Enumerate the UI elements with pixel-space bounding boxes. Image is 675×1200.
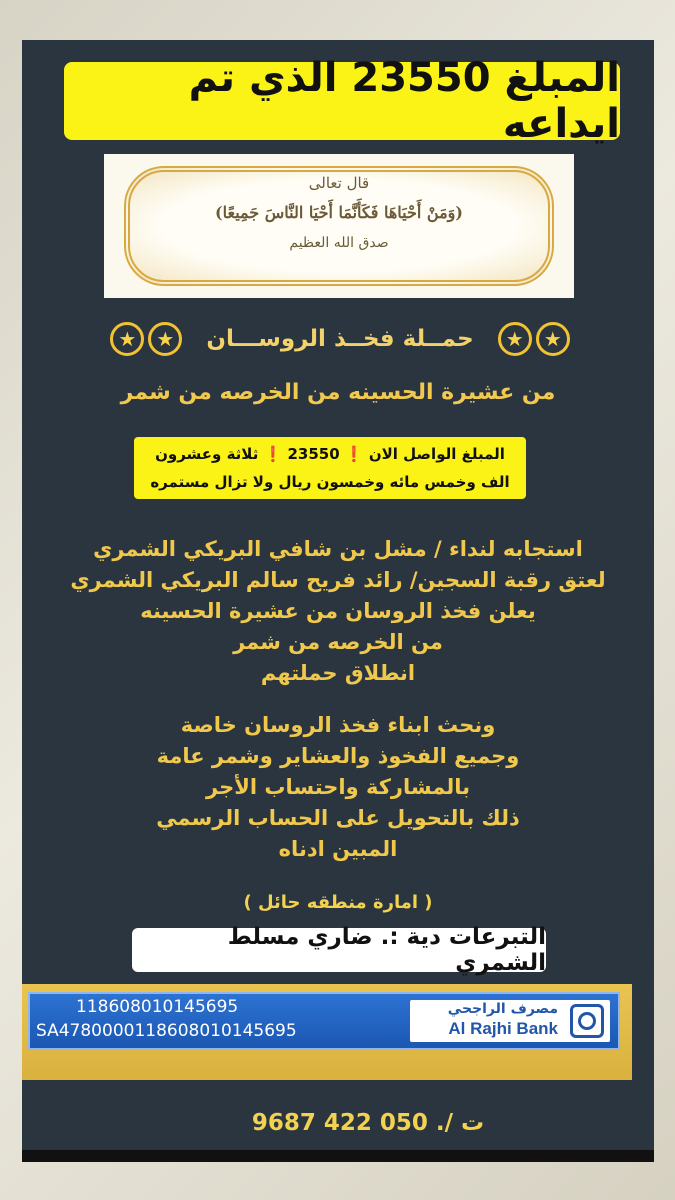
iban-number[interactable]: SA4780000118608010145695: [36, 1021, 297, 1041]
star-badges-right: [498, 322, 570, 356]
bank-strip: [22, 984, 632, 1080]
bank-name-arabic: مصرف الراجحي: [447, 1001, 558, 1017]
announcement-line: انطلاق حملتهم: [260, 661, 416, 685]
verse-closing: صدق الله العظيم: [289, 235, 389, 251]
amount-banner: [134, 437, 526, 499]
donor-banner: التبرعات دية :. ضاري مسلط الشمري: [132, 928, 546, 972]
al-rajhi-logo-icon: [570, 1004, 604, 1038]
bank-logo: [410, 1000, 610, 1042]
announcement-line: يعلن فخذ الروسان من عشيرة الحسينه: [140, 599, 536, 623]
appeal-line: المبين ادناه: [278, 837, 398, 861]
tribe-subtitle: من عشيرة الحسينه من الخرصه من شمر: [120, 380, 556, 405]
verse-intro: قال تعالى: [308, 174, 370, 192]
page-title: المبلغ 23550 الذي تم ايداعه: [64, 62, 620, 140]
verse-panel: [104, 154, 574, 298]
flyer-card: [22, 40, 654, 1162]
announcement-line: استجابه لنداء / مشل بن شافي البريكي الشمري: [93, 537, 583, 561]
emirate-label: ( امارة منطقه حائل ): [243, 892, 433, 913]
amount-label: المبلغ الواصل الان: [368, 445, 505, 463]
appeal-line: وجميع الفخوذ والعشاير وشمر عامة: [156, 744, 520, 768]
campaign-title: حمــلة فخــذ الروســـان: [206, 326, 474, 352]
bank-account-panel: [28, 992, 620, 1050]
star-icon: ★: [536, 322, 570, 356]
appeal-line: ونحث ابناء فخذ الروسان خاصة: [180, 713, 496, 737]
appeal-paragraph: [22, 710, 654, 865]
announcement-line: لعتق رقبة السجين/ رائد فريح سالم البريكي الشمري: [70, 568, 606, 592]
verse-text: [104, 168, 574, 258]
campaign-heading: [100, 314, 580, 364]
exclamation-icon: ❗: [263, 445, 283, 463]
star-icon: ★: [148, 322, 182, 356]
announcement-paragraph: [22, 534, 654, 689]
verse-quote: (وَمَنْ أَحْيَاهَا فَكَأَنَّمَا أَحْيَا النَّاسَ جَمِيعًا): [215, 203, 463, 222]
account-number[interactable]: 118608010145695: [76, 997, 239, 1017]
star-icon: ★: [110, 322, 144, 356]
amount-value: 23550: [287, 445, 340, 463]
amount-line-2: الف وخمس مائه وخمسون ريال ولا تزال مستمره: [150, 473, 510, 491]
announcement-line: من الخرصه من شمر: [233, 630, 443, 654]
appeal-line: بالمشاركة واحتساب الأجر: [206, 775, 470, 799]
contact-phone[interactable]: ت /. 050 422 9687: [251, 1110, 485, 1136]
star-badges-left: [110, 322, 182, 356]
star-icon: ★: [498, 322, 532, 356]
amount-line-1: [134, 440, 526, 468]
bank-name-english: Al Rajhi Bank: [448, 1019, 558, 1038]
exclamation-icon: ❗: [344, 445, 364, 463]
appeal-line: ذلك بالتحويل على الحساب الرسمي: [156, 806, 520, 830]
amount-words-a: ثلاثة وعشرون: [155, 445, 259, 463]
